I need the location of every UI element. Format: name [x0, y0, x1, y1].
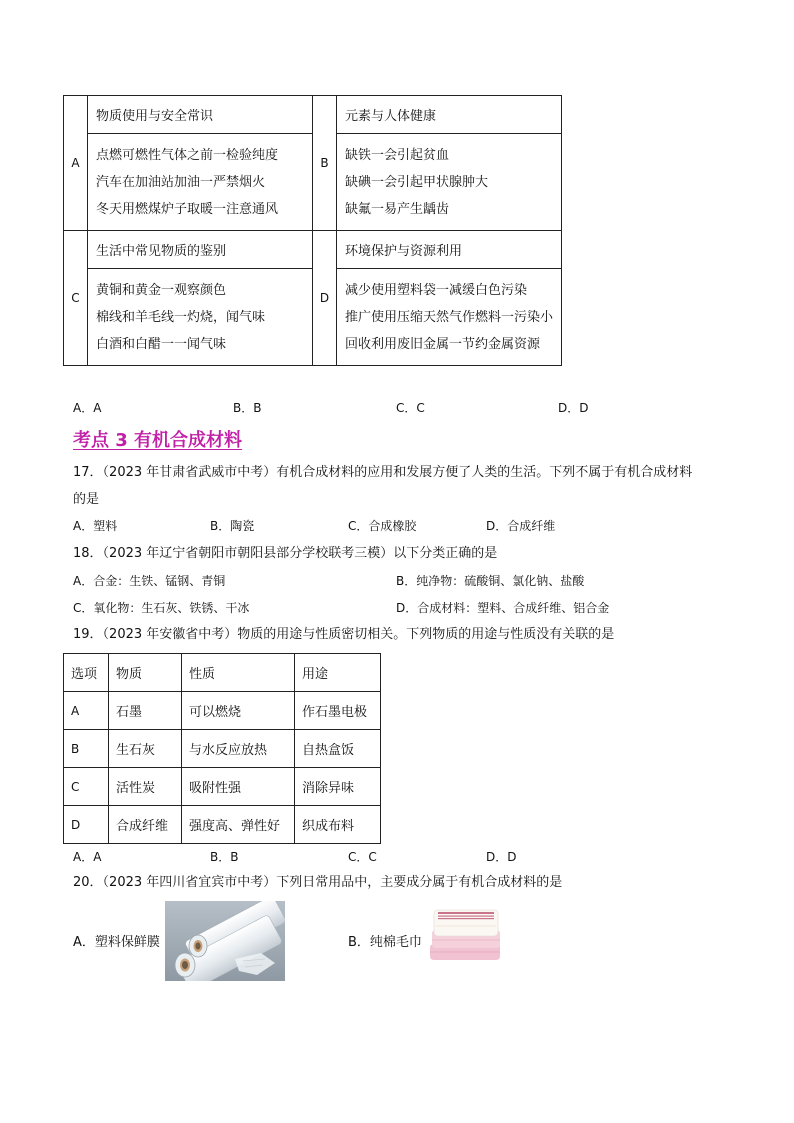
text-line: 减少使用塑料袋一减缓白色污染: [345, 282, 528, 298]
table-cell: 可以燃烧: [182, 692, 295, 730]
plastic-wrap-illustration: [165, 901, 285, 981]
table-header-row: [64, 654, 381, 692]
section-title: 考点 3 有机合成材料: [73, 430, 243, 451]
q17-option-b[interactable]: B．陶瓷: [210, 519, 255, 533]
q18-stem: 18．（2023 年辽宁省朝阳市朝阳县部分学校联考三模）以下分类正确的是: [73, 546, 498, 561]
option-label-d: D: [313, 231, 337, 366]
cell-body-d: [337, 269, 562, 366]
towel-illustration: [426, 904, 502, 966]
plastic-wrap-image: [165, 901, 285, 981]
q18-option-b[interactable]: B．纯净物：硫酸铜、氯化钠、盐酸: [396, 574, 585, 588]
table-row: [64, 806, 381, 844]
cell-body-c: [88, 269, 313, 366]
text-line: 缺铁一会引起贫血: [345, 147, 450, 163]
table-cell: 作石墨电极: [295, 692, 381, 730]
option-label-b: B: [313, 96, 337, 231]
q19-option-b[interactable]: B．B: [210, 850, 239, 864]
table-row: [64, 692, 381, 730]
q20-stem: 20．（2023 年四川省宜宾市中考）下列日常用品中，主要成分属于有机合成材料的是: [73, 875, 563, 890]
table-row: [64, 730, 381, 768]
table-cell: 石墨: [109, 692, 182, 730]
q17-option-d[interactable]: D．合成纤维: [486, 519, 556, 533]
q16-option-c[interactable]: C．C: [396, 401, 425, 415]
q19-option-d[interactable]: D．D: [486, 850, 517, 864]
cell-header-c: 生活中常见物质的鉴别: [88, 231, 313, 269]
text-line: 缺碘一会引起甲状腺肿大: [345, 174, 489, 190]
cell-header-d: 环境保护与资源利用: [337, 231, 562, 269]
table-header-cell: 物质: [109, 654, 182, 692]
table-cell: 吸附性强: [182, 768, 295, 806]
q20-option-b[interactable]: B．纯棉毛巾: [348, 935, 422, 950]
text-line: 缺氟一易产生龋齿: [345, 201, 450, 217]
table-cell: B: [64, 730, 109, 768]
table-cell: C: [64, 768, 109, 806]
text-line: 推广使用压缩天然气作燃料一污染小: [345, 309, 554, 325]
cotton-towel-image: [426, 904, 502, 966]
text-line: 棉线和羊毛线一灼烧，闻气味: [96, 309, 266, 325]
text-line: 汽车在加油站加油一严禁烟火: [96, 174, 266, 190]
q18-option-d[interactable]: D．合成材料：塑料、合成纤维、铝合金: [396, 601, 610, 615]
table-cell: 织成布料: [295, 806, 381, 844]
cell-header-a: 物质使用与安全常识: [88, 96, 313, 134]
q19-option-c[interactable]: C．C: [348, 850, 377, 864]
table-cell: 强度高、弹性好: [182, 806, 295, 844]
table-cell: 消除异味: [295, 768, 381, 806]
text-line: 回收利用废旧金属一节约金属资源: [345, 336, 541, 352]
knowledge-summary-table: [63, 95, 562, 366]
q19-stem: 19．（2023 年安徽省中考）物质的用途与性质密切相关。下列物质的用途与性质没有关联的是: [73, 627, 615, 642]
cell-body-b: [337, 134, 562, 231]
table-cell: A: [64, 692, 109, 730]
cell-header-b: 元素与人体健康: [337, 96, 562, 134]
table-cell: 生石灰: [109, 730, 182, 768]
q16-option-b[interactable]: B．B: [233, 401, 262, 415]
text-line: 白酒和白醋一一闻气味: [96, 336, 227, 352]
table-row: [64, 768, 381, 806]
q17-option-a[interactable]: A．塑料: [73, 519, 118, 533]
q20-option-a[interactable]: A．塑料保鲜膜: [73, 935, 160, 950]
table-cell: 活性炭: [109, 768, 182, 806]
text-line: 冬天用燃煤炉子取暖一注意通风: [96, 201, 279, 217]
option-label-c: C: [64, 231, 88, 366]
table-header-cell: 性质: [182, 654, 295, 692]
text-line: 点燃可燃性气体之前一检验纯度: [96, 147, 279, 163]
table-cell: 与水反应放热: [182, 730, 295, 768]
cell-body-a: [88, 134, 313, 231]
q17-stem-line1: 17．（2023 年甘肃省武威市中考）有机合成材料的应用和发展方便了人类的生活。下列不属于有机合成材料: [73, 465, 693, 480]
q18-option-a[interactable]: A．合金：生铁、锰钢、青铜: [73, 574, 226, 588]
text-line: 黄铜和黄金一观察颜色: [96, 282, 227, 298]
q19-option-a[interactable]: A．A: [73, 850, 102, 864]
q17-option-c[interactable]: C．合成橡胶: [348, 519, 417, 533]
table-cell: 合成纤维: [109, 806, 182, 844]
q16-option-a[interactable]: A．A: [73, 401, 102, 415]
q18-option-c[interactable]: C．氧化物：生石灰、铁锈、干冰: [73, 601, 250, 615]
option-label-a: A: [64, 96, 88, 231]
q16-option-d[interactable]: D．D: [558, 401, 589, 415]
table-cell: 自热盒饭: [295, 730, 381, 768]
table-header-cell: 选项: [64, 654, 109, 692]
table-header-cell: 用途: [295, 654, 381, 692]
q19-table: [63, 653, 381, 844]
table-cell: D: [64, 806, 109, 844]
q17-stem-line2: 的是: [73, 492, 100, 507]
